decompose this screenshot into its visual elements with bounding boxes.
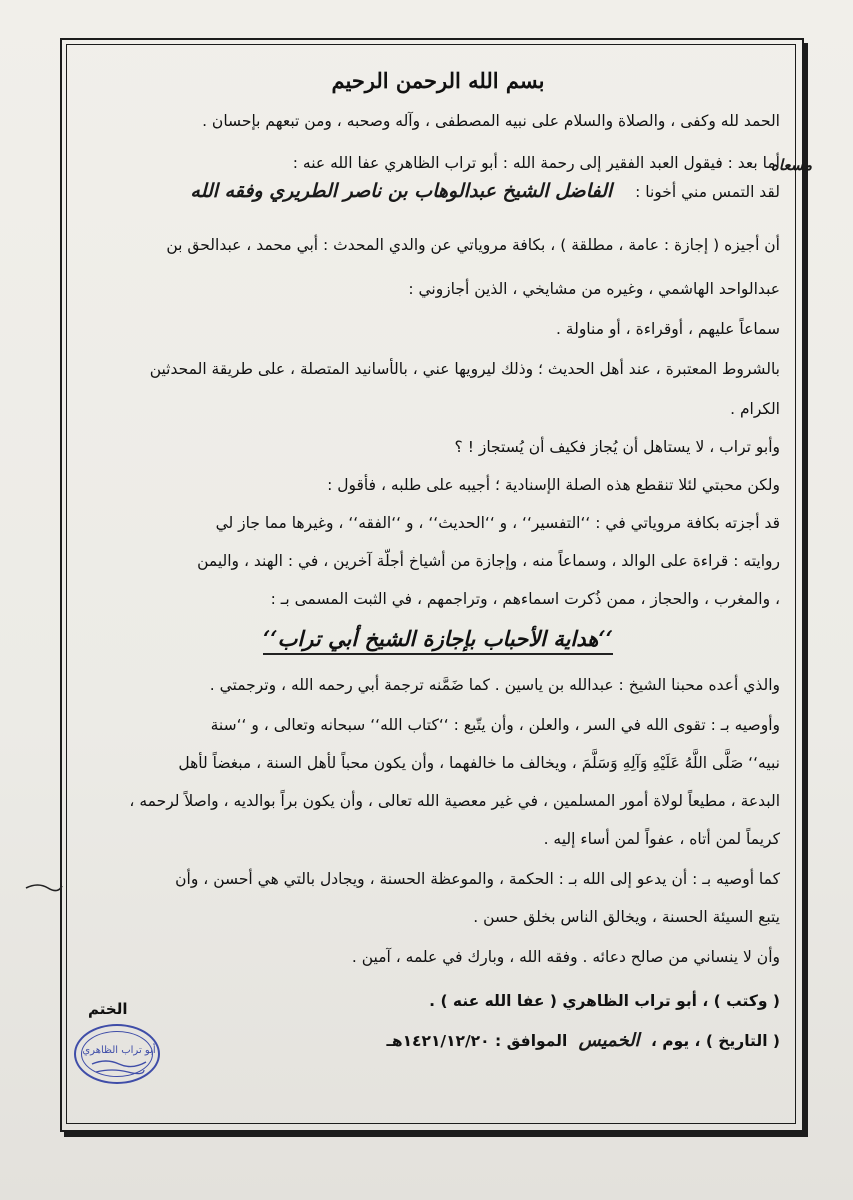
- text-line-7: بالشروط المعتبرة ، عند أهل الحديث ؛ وذلك ليرويها عني ، بالأسانيد المتصلة ، على طريقة المحدثين: [149, 360, 780, 378]
- handwritten-day: الخميس: [578, 1030, 640, 1051]
- signature-line: ( وكتب ) ، أبو تراب الظاهري ( عفا الله عنه ) .: [429, 992, 780, 1010]
- basmala-heading: بسم الله الرحمن الرحيم: [331, 68, 545, 93]
- date-label: ( التاريخ ) ، يوم ،: [650, 1032, 780, 1050]
- text-line-11: قد أجزته بكافة مروياتي في : ‘‘التفسير‘‘ ، و ‘‘الحديث‘‘ ، و ‘‘الفقه‘‘ ، وغيرها مما جاز لي: [215, 514, 780, 532]
- thabat-title-text: ‘‘هداية الأحباب بإجازة الشيخ أبي تراب‘‘: [263, 626, 613, 655]
- date-line: [96, 1030, 780, 1052]
- seal-label: الختم: [88, 1000, 128, 1018]
- text-line-6: سماعاً عليهم ، أوقراءة ، أو مناولة .: [555, 320, 780, 338]
- text-line-17: البدعة ، مطيعاً لولاة أمور المسلمين ، في غير معصية الله تعالى ، وأن يكون براً بوالديه ، واصلاً لرحمه ،: [129, 792, 780, 810]
- text-line-18: كريماً لمن أتاه ، عفواً لمن أساء إليه .: [543, 830, 780, 848]
- text-line-20: يتبع السيئة الحسنة ، ويخالق الناس بخلق حسن .: [473, 908, 780, 926]
- text-line-14: والذي أعده محبنا الشيخ : عبدالله بن ياسين . كما ضَمَّنه ترجمة أبي رحمه الله ، وترجمتي .: [209, 676, 780, 694]
- official-stamp-seal: [74, 1024, 160, 1084]
- handwritten-student-name: الفاضل الشيخ عبدالوهاب بن ناصر الطريري وفقه الله: [190, 180, 613, 202]
- text-line-2: أما بعد : فيقول العبد الفقير إلى رحمة الله : أبو تراب الظاهري عفا الله عنه :: [292, 154, 780, 172]
- date-match-label: الموافق :: [494, 1032, 568, 1050]
- text-line-9: وأبو تراب ، لا يستاهل أن يُجاز فكيف أن يُستجاز ! ؟: [454, 438, 780, 456]
- seal-inner-script: [76, 1026, 162, 1086]
- text-line-16: نبيه‘‘ صَلَّى اللَّهُ عَلَيْهِ وَآلِهِ وَسَلَّمَ ، ويخالف ما خالفهما ، وأن يكون محباً لأهل السنة ، مبغضاً لأهل: [178, 754, 780, 772]
- text-line-15: وأوصيه بـ : تقوى الله في السر ، والعلن ، وأن يتّبع : ‘‘كتاب الله‘‘ سبحانه وتعالى ، و ‘‘سنة: [210, 716, 780, 734]
- text-line-12: روايته : قراءة على الوالد ، وسماعاً منه ، وإجازة من أشياخ أجلّة آخرين ، في : الهند ، واليمن: [197, 552, 780, 570]
- date-value: ١٤٢١/١٢/٢٠هـ: [386, 1032, 490, 1050]
- text-line-19: كما أوصيه بـ : أن يدعو إلى الله بـ : الحكمة ، والموعظة الحسنة ، ويجادل بالتي هي أحسن ، وأن: [175, 870, 780, 888]
- text-line-21: وأن لا ينساني من صالح دعائه . وفقه الله ، وبارك في علمه ، آمين .: [351, 948, 780, 966]
- seal-text: أبو تراب الظاهري: [82, 1045, 156, 1056]
- margin-pen-mark: [24, 878, 64, 898]
- text-line-8: الكرام .: [730, 400, 780, 418]
- text-line-4: أن أجيزه ( إجازة : عامة ، مطلقة ) ، بكافة مروياتي عن والدي المحدث : أبي محمد ، عبدالحق بن: [166, 236, 780, 254]
- text-line-3: [96, 180, 780, 203]
- text-line-5: عبدالواحد الهاشمي ، وغيره من مشايخي ، الذين أجازوني :: [408, 280, 780, 298]
- text-line-1: الحمد لله وكفى ، والصلاة والسلام على نبيه المصطفى ، وآله وصحبه ، ومن تبعهم بإحسان .: [202, 112, 780, 130]
- handwritten-margin-note: مسعاه: [770, 156, 812, 174]
- text-line-13: ، والمغرب ، والحجاز ، ممن ذُكرت اسماءهم ، وتراجمهم ، في الثبت المسمى بـ :: [270, 590, 780, 608]
- thabat-title: [96, 626, 780, 651]
- text-line-10: ولكن محبتي لئلا تنقطع هذه الصلة الإسنادية ؛ أجيبه على طلبه ، فأقول :: [327, 476, 780, 494]
- request-intro: لقد التمس مني أخونا :: [635, 183, 780, 201]
